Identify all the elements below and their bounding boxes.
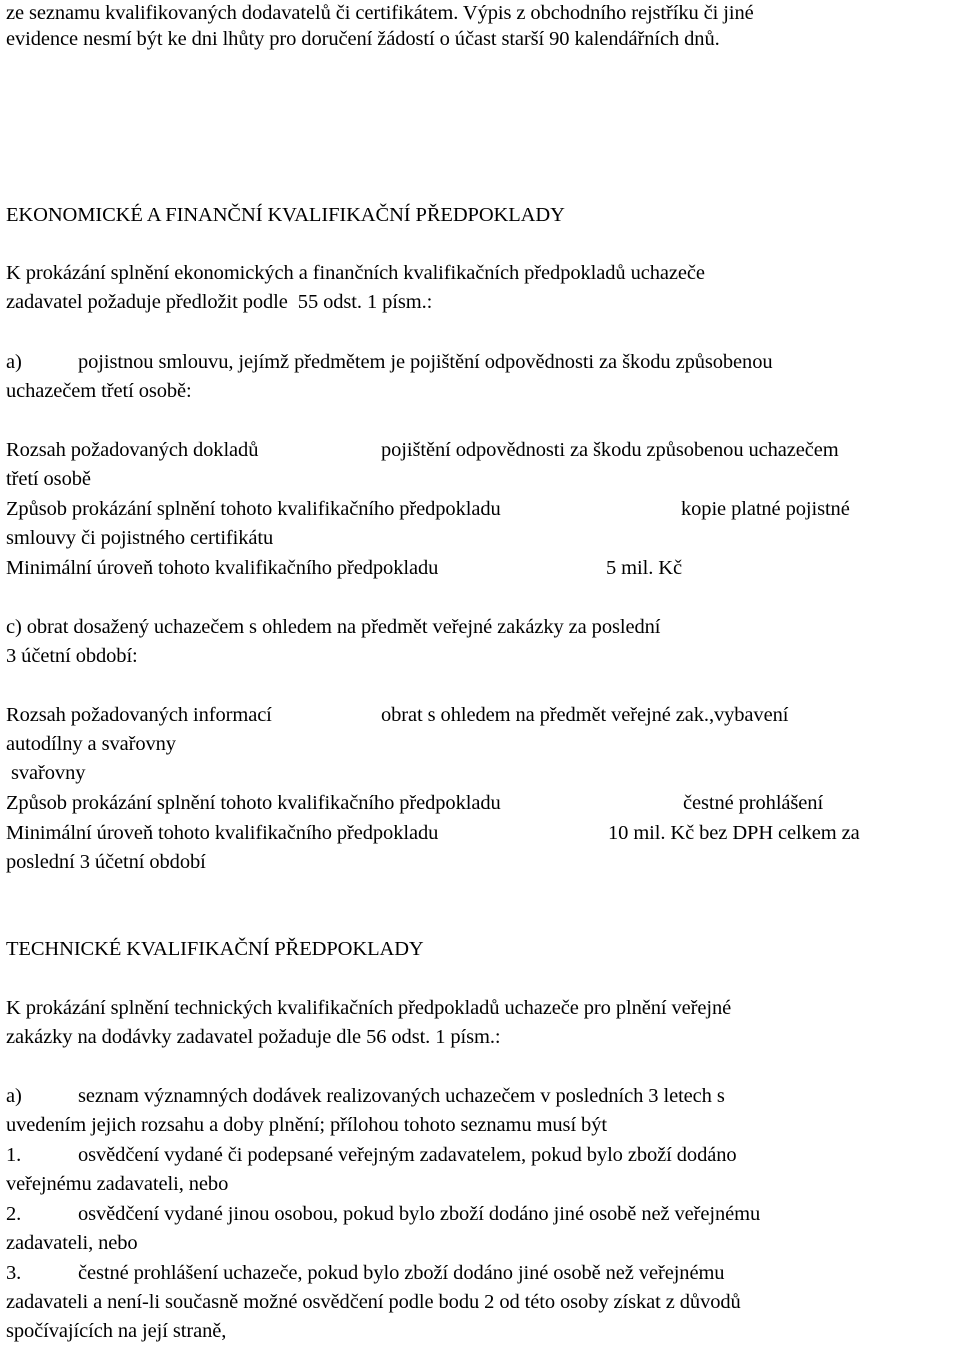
economic-item-a-method-value-cont: smlouvy či pojistného certifikátu bbox=[6, 527, 274, 549]
technical-list-3-line-1: čestné prohlášení uchazeče, pokud bylo zboží dodáno jiné osobě než veřejnému bbox=[78, 1262, 725, 1284]
technical-intro-line-2: zakázky na dodávky zadavatel požaduje dle 56 odst. 1 písm.: bbox=[6, 1026, 501, 1048]
economic-intro-line-2: zadavatel požaduje předložit podle 55 odst. 1 písm.: bbox=[6, 291, 433, 313]
technical-list-1-line-2: veřejnému zadavateli, nebo bbox=[6, 1173, 229, 1195]
economic-item-a-method-value: kopie platné pojistné bbox=[681, 498, 850, 520]
intro-line-2: evidence nesmí být ke dni lhůty pro doručení žádostí o účast starší 90 kalendářních dnů. bbox=[6, 28, 720, 50]
economic-item-c-scope-label: Rozsah požadovaných informací bbox=[6, 704, 272, 726]
economic-item-c-line-2: 3 účetní období: bbox=[6, 645, 138, 667]
economic-item-a-marker: a) bbox=[6, 351, 22, 373]
economic-intro-line-1: K prokázání splnění ekonomických a finančních kvalifikačních předpokladů uchazeče bbox=[6, 262, 705, 284]
economic-heading: EKONOMICKÉ A FINANČNÍ KVALIFIKAČNÍ PŘEDPOKLADY bbox=[6, 204, 565, 226]
technical-list-1-marker: 1. bbox=[6, 1144, 22, 1166]
economic-item-c-method-label: Způsob prokázání splnění tohoto kvalifikačního předpokladu bbox=[6, 792, 501, 814]
document-page bbox=[6, 0, 956, 1348]
technical-list-2-line-1: osvědčení vydané jinou osobou, pokud bylo zboží dodáno jiné osobě než veřejnému bbox=[78, 1203, 761, 1225]
intro-line-1: ze seznamu kvalifikovaných dodavatelů či certifikátem. Výpis z obchodního rejstříku či jiné bbox=[6, 2, 754, 24]
economic-item-a-scope-value-cont: třetí osobě bbox=[6, 468, 91, 490]
economic-item-a-min-label: Minimální úroveň tohoto kvalifikačního předpokladu bbox=[6, 557, 439, 579]
technical-list-2-line-2: zadavateli, nebo bbox=[6, 1232, 138, 1254]
technical-item-a-line-1: seznam významných dodávek realizovaných uchazečem v posledních 3 letech s bbox=[78, 1085, 725, 1107]
economic-item-a-scope-label: Rozsah požadovaných dokladů bbox=[6, 439, 259, 461]
economic-item-c-scope-value: obrat s ohledem na předmět veřejné zak.,vybavení bbox=[381, 704, 789, 726]
economic-item-a-line-1: pojistnou smlouvu, jejímž předmětem je pojištění odpovědnosti za škodu způsobenou bbox=[78, 351, 773, 373]
technical-list-1-line-1: osvědčení vydané či podepsané veřejným zadavatelem, pokud bylo zboží dodáno bbox=[78, 1144, 737, 1166]
technical-intro-line-1: K prokázání splnění technických kvalifikačních předpokladů uchazeče pro plnění veřejné bbox=[6, 997, 732, 1019]
economic-item-a-method-label: Způsob prokázání splnění tohoto kvalifikačního předpokladu bbox=[6, 498, 501, 520]
economic-item-c-scope-value-cont-2: svařovny bbox=[6, 762, 86, 784]
economic-item-c-min-value-cont: poslední 3 účetní období bbox=[6, 851, 206, 873]
economic-item-c-line-1: c) obrat dosažený uchazečem s ohledem na předmět veřejné zakázky za poslední bbox=[6, 616, 661, 638]
economic-item-a-line-2: uchazečem třetí osobě: bbox=[6, 380, 192, 402]
technical-list-3-line-3: spočívajících na její straně, bbox=[6, 1320, 227, 1342]
economic-item-a-scope-value: pojištění odpovědnosti za škodu způsobenou uchazečem bbox=[381, 439, 839, 461]
technical-list-3-marker: 3. bbox=[6, 1262, 22, 1284]
technical-item-a-line-2: uvedením jejich rozsahu a doby plnění; přílohou tohoto seznamu musí být bbox=[6, 1114, 607, 1136]
economic-item-c-min-label: Minimální úroveň tohoto kvalifikačního předpokladu bbox=[6, 822, 439, 844]
technical-list-2-marker: 2. bbox=[6, 1203, 22, 1225]
technical-list-3-line-2: zadavateli a není-li současně možné osvědčení podle bodu 2 od této osoby získat z důvodů bbox=[6, 1291, 741, 1313]
technical-heading: TECHNICKÉ KVALIFIKAČNÍ PŘEDPOKLADY bbox=[6, 938, 424, 960]
economic-item-c-scope-value-cont-1: autodílny a svařovny bbox=[6, 733, 176, 755]
economic-item-a-min-value: 5 mil. Kč bbox=[606, 557, 682, 579]
economic-item-c-min-value: 10 mil. Kč bez DPH celkem za bbox=[608, 822, 860, 844]
economic-item-c-method-value: čestné prohlášení bbox=[683, 792, 824, 814]
technical-item-a-marker: a) bbox=[6, 1085, 22, 1107]
